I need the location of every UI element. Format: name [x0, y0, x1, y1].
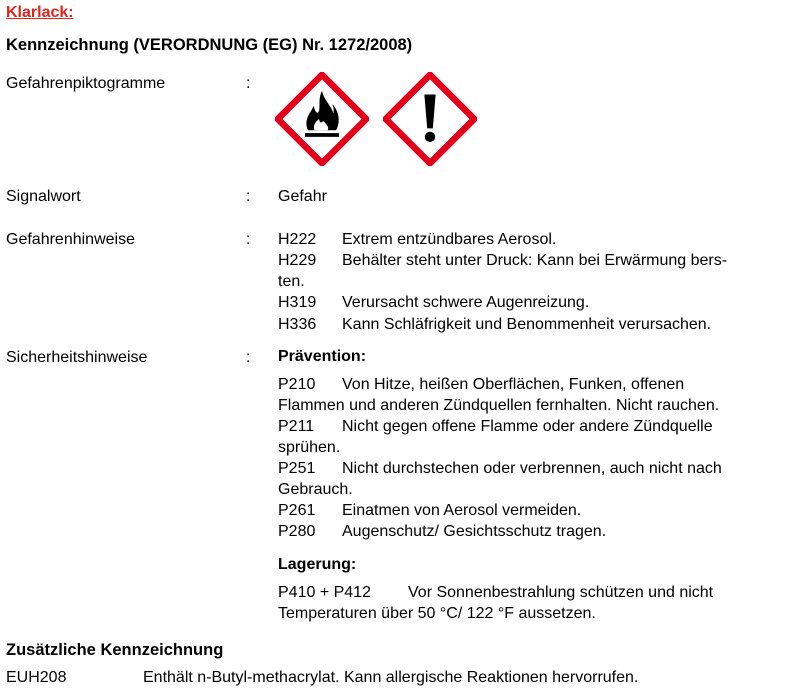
signal-word-value: Gefahr — [278, 188, 327, 205]
hazard-text: Kann Schläfrigkeit und Benommenheit verursachen. — [342, 316, 712, 333]
precaution-text: Von Hitze, heißen Oberflächen, Funken, offenen — [342, 376, 685, 393]
hazards-label: Gefahrenhinweise — [6, 231, 135, 248]
hazard-code: H336 — [278, 316, 317, 333]
precaution-text: Nicht gegen offene Flamme oder andere Zündquelle — [342, 418, 713, 435]
pictograms-colon: : — [246, 75, 251, 92]
euh-code: EUH208 — [6, 669, 67, 686]
signal-word-colon: : — [246, 188, 251, 205]
document-heading: Kennzeichnung (VERORDNUNG (EG) Nr. 1272/2008) — [6, 36, 413, 54]
additional-title: Zusätzliche Kennzeichnung — [6, 641, 224, 659]
hazard-text: Extrem entzündbares Aerosol. — [342, 231, 557, 248]
precautions-label: Sicherheitshinweise — [6, 349, 148, 366]
hazard-code: H319 — [278, 294, 317, 311]
hazard-text-continuation: ten. — [278, 273, 305, 290]
precaution-code: P280 — [278, 523, 316, 540]
precaution-code: P210 — [278, 376, 316, 393]
storage-title: Lagerung: — [278, 556, 357, 573]
hazard-code: H229 — [278, 252, 317, 269]
precaution-text-continuation: sprühen. — [278, 439, 341, 456]
precautions-colon: : — [246, 349, 251, 366]
precaution-code: P261 — [278, 502, 316, 519]
signal-word-label: Signalwort — [6, 188, 81, 205]
precaution-text-continuation: Gebrauch. — [278, 481, 353, 498]
precaution-code: P251 — [278, 460, 316, 477]
precaution-code: P410 + P412 — [278, 584, 371, 601]
section-label: Klarlack: — [6, 4, 74, 21]
hazard-text: Verursacht schwere Augenreizung. — [342, 294, 590, 311]
precaution-text: Vor Sonnenbestrahlung schützen und nicht — [408, 584, 714, 601]
exclamation-pictogram-icon — [383, 72, 477, 166]
precaution-text: Augenschutz/ Gesichtsschutz tragen. — [342, 523, 607, 540]
hazard-code: H222 — [278, 231, 317, 248]
precaution-text-continuation: Temperaturen über 50 °C/ 122 °F aussetzen. — [278, 605, 596, 622]
precaution-text: Nicht durchstechen oder verbrennen, auch nicht nach — [342, 460, 722, 477]
euh-text: Enthält n-Butyl-methacrylat. Kann allergische Reaktionen hervorrufen. — [143, 669, 639, 686]
pictograms-label: Gefahrenpiktogramme — [6, 75, 166, 92]
prevention-title: Prävention: — [278, 348, 367, 365]
precaution-text-continuation: Flammen und anderen Zündquellen fernhalten. Nicht rauchen. — [278, 397, 720, 414]
flame-pictogram-icon — [275, 72, 369, 166]
hazard-text: Behälter steht unter Druck: Kann bei Erwärmung bers- — [342, 252, 728, 269]
precaution-text: Einatmen von Aerosol vermeiden. — [342, 502, 582, 519]
precaution-code: P211 — [278, 418, 315, 435]
hazards-colon: : — [246, 231, 251, 248]
